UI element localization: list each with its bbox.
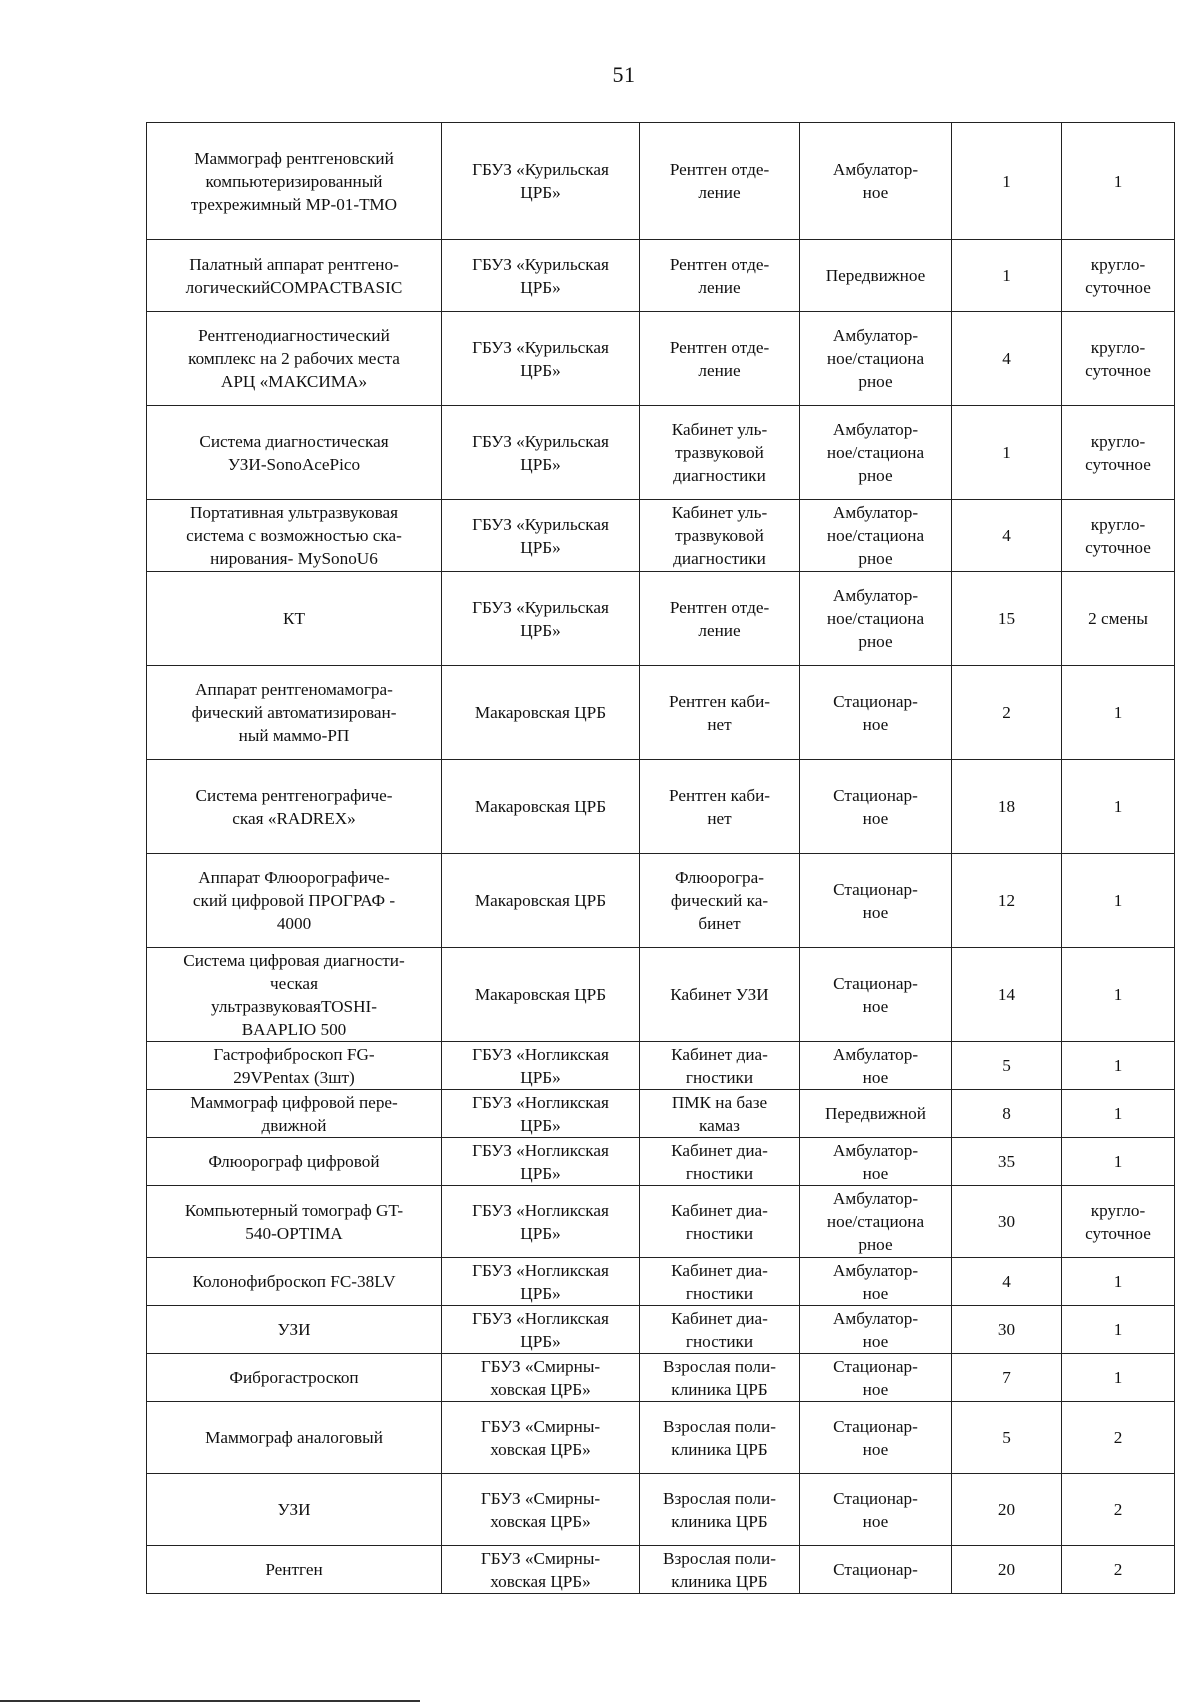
equipment-name-cell: Палатный аппарат рентгено- логическийCOMPACTBASIC	[147, 240, 442, 312]
equipment-name-cell: Маммограф цифровой пере- движной	[147, 1090, 442, 1138]
mode-cell: Амбулатор- ное	[800, 1042, 952, 1090]
count-cell: 5	[952, 1402, 1062, 1474]
mode-cell: Амбулатор- ное/стациона рное	[800, 572, 952, 666]
shifts-cell: 2 смены	[1062, 572, 1175, 666]
mode-cell: Передвижной	[800, 1090, 952, 1138]
organization-cell: ГБУЗ «Курильская ЦРБ»	[442, 500, 640, 572]
department-cell: Рентген каби- нет	[640, 666, 800, 760]
organization-cell: ГБУЗ «Ногликская ЦРБ»	[442, 1090, 640, 1138]
equipment-name-cell: Компьютерный томограф GT- 540-OPTIMA	[147, 1186, 442, 1258]
count-cell: 8	[952, 1090, 1062, 1138]
organization-cell: ГБУЗ «Смирны- ховская ЦРБ»	[442, 1546, 640, 1594]
mode-cell: Амбулатор- ное/стациона рное	[800, 406, 952, 500]
department-cell: Рентген каби- нет	[640, 760, 800, 854]
equipment-name-cell: Маммограф аналоговый	[147, 1402, 442, 1474]
equipment-name-cell: Система цифровая диагности- ческая ультразвуковаяTOSHI- BAAPLIO 500	[147, 948, 442, 1042]
equipment-name-cell: Маммограф рентгеновский компьютеризированный трехрежимный МР-01-ТМО	[147, 123, 442, 240]
shifts-cell: 1	[1062, 760, 1175, 854]
shifts-cell: 1	[1062, 1258, 1175, 1306]
count-cell: 20	[952, 1474, 1062, 1546]
shifts-cell: 1	[1062, 1138, 1175, 1186]
department-cell: Взрослая поли- клиника ЦРБ	[640, 1402, 800, 1474]
shifts-cell: кругло- суточное	[1062, 1186, 1175, 1258]
page-number: 51	[612, 62, 636, 87]
department-cell: Флюорогра- фический ка- бинет	[640, 854, 800, 948]
department-cell: Рентген отде- ление	[640, 240, 800, 312]
table-row	[147, 666, 1175, 760]
mode-cell: Стационар- ное	[800, 1474, 952, 1546]
shifts-cell: 1	[1062, 948, 1175, 1042]
department-cell: Рентген отде- ление	[640, 123, 800, 240]
mode-cell: Передвижное	[800, 240, 952, 312]
count-cell: 18	[952, 760, 1062, 854]
table-row	[147, 312, 1175, 406]
table-row	[147, 123, 1175, 240]
organization-cell: ГБУЗ «Курильская ЦРБ»	[442, 312, 640, 406]
organization-cell: ГБУЗ «Смирны- ховская ЦРБ»	[442, 1354, 640, 1402]
department-cell: Взрослая поли- клиника ЦРБ	[640, 1354, 800, 1402]
mode-cell: Стационар- ное	[800, 948, 952, 1042]
organization-cell: Макаровская ЦРБ	[442, 760, 640, 854]
equipment-name-cell: Флюорограф цифровой	[147, 1138, 442, 1186]
organization-cell: ГБУЗ «Смирны- ховская ЦРБ»	[442, 1402, 640, 1474]
department-cell: Кабинет диа- гностики	[640, 1138, 800, 1186]
organization-cell: Макаровская ЦРБ	[442, 854, 640, 948]
department-cell: Рентген отде- ление	[640, 572, 800, 666]
table-row	[147, 572, 1175, 666]
table-row	[147, 948, 1175, 1042]
shifts-cell: кругло- суточное	[1062, 406, 1175, 500]
equipment-name-cell: Портативная ультразвуковая система с возможностью ска- нирования- MySonoU6	[147, 500, 442, 572]
table-row	[147, 240, 1175, 312]
shifts-cell: 1	[1062, 666, 1175, 760]
shifts-cell: кругло- суточное	[1062, 312, 1175, 406]
table-row	[147, 1306, 1175, 1354]
department-cell: Рентген отде- ление	[640, 312, 800, 406]
mode-cell: Стационар- ное	[800, 666, 952, 760]
organization-cell: ГБУЗ «Курильская ЦРБ»	[442, 240, 640, 312]
table-row	[147, 1258, 1175, 1306]
department-cell: Кабинет диа- гностики	[640, 1042, 800, 1090]
department-cell: Кабинет уль- тразвуковой диагностики	[640, 406, 800, 500]
equipment-table-body	[147, 123, 1175, 1594]
mode-cell: Амбулатор- ное	[800, 1258, 952, 1306]
shifts-cell: кругло- суточное	[1062, 500, 1175, 572]
count-cell: 7	[952, 1354, 1062, 1402]
table-row	[147, 1546, 1175, 1594]
table-row	[147, 1090, 1175, 1138]
table-row	[147, 760, 1175, 854]
organization-cell: ГБУЗ «Ногликская ЦРБ»	[442, 1186, 640, 1258]
table-row	[147, 406, 1175, 500]
mode-cell: Амбулатор- ное/стациона рное	[800, 1186, 952, 1258]
count-cell: 4	[952, 312, 1062, 406]
organization-cell: Макаровская ЦРБ	[442, 666, 640, 760]
table-row	[147, 854, 1175, 948]
mode-cell: Стационар- ное	[800, 1402, 952, 1474]
count-cell: 2	[952, 666, 1062, 760]
organization-cell: ГБУЗ «Ногликская ЦРБ»	[442, 1042, 640, 1090]
equipment-name-cell: КТ	[147, 572, 442, 666]
shifts-cell: 1	[1062, 1090, 1175, 1138]
equipment-name-cell: Фиброгастроскоп	[147, 1354, 442, 1402]
shifts-cell: 2	[1062, 1546, 1175, 1594]
equipment-name-cell: УЗИ	[147, 1306, 442, 1354]
count-cell: 35	[952, 1138, 1062, 1186]
shifts-cell: 1	[1062, 854, 1175, 948]
department-cell: ПМК на базе камаз	[640, 1090, 800, 1138]
mode-cell: Стационар- ное	[800, 854, 952, 948]
equipment-name-cell: Рентген	[147, 1546, 442, 1594]
department-cell: Кабинет диа- гностики	[640, 1306, 800, 1354]
organization-cell: ГБУЗ «Ногликская ЦРБ»	[442, 1138, 640, 1186]
shifts-cell: 1	[1062, 123, 1175, 240]
department-cell: Кабинет УЗИ	[640, 948, 800, 1042]
count-cell: 1	[952, 406, 1062, 500]
table-row	[147, 1186, 1175, 1258]
department-cell: Взрослая поли- клиника ЦРБ	[640, 1546, 800, 1594]
shifts-cell: кругло- суточное	[1062, 240, 1175, 312]
shifts-cell: 2	[1062, 1402, 1175, 1474]
mode-cell: Стационар- ное	[800, 760, 952, 854]
organization-cell: ГБУЗ «Смирны- ховская ЦРБ»	[442, 1474, 640, 1546]
equipment-name-cell: Система диагностическая УЗИ-SonoAcePico	[147, 406, 442, 500]
department-cell: Кабинет диа- гностики	[640, 1258, 800, 1306]
count-cell: 4	[952, 1258, 1062, 1306]
mode-cell: Амбулатор- ное	[800, 1306, 952, 1354]
count-cell: 1	[952, 123, 1062, 240]
scan-edge-line	[0, 1700, 420, 1702]
count-cell: 30	[952, 1306, 1062, 1354]
table-row	[147, 500, 1175, 572]
mode-cell: Амбулатор- ное	[800, 1138, 952, 1186]
organization-cell: ГБУЗ «Курильская ЦРБ»	[442, 572, 640, 666]
mode-cell: Стационар- ное	[800, 1354, 952, 1402]
count-cell: 4	[952, 500, 1062, 572]
equipment-name-cell: Система рентгенографиче- ская «RADREX»	[147, 760, 442, 854]
organization-cell: ГБУЗ «Ногликская ЦРБ»	[442, 1306, 640, 1354]
shifts-cell: 1	[1062, 1306, 1175, 1354]
table-row	[147, 1474, 1175, 1546]
mode-cell: Амбулатор- ное/стациона рное	[800, 312, 952, 406]
equipment-name-cell: Аппарат Флюорографиче- ский цифровой ПРОГРАФ - 4000	[147, 854, 442, 948]
department-cell: Кабинет уль- тразвуковой диагностики	[640, 500, 800, 572]
organization-cell: ГБУЗ «Курильская ЦРБ»	[442, 406, 640, 500]
count-cell: 20	[952, 1546, 1062, 1594]
count-cell: 1	[952, 240, 1062, 312]
organization-cell: Макаровская ЦРБ	[442, 948, 640, 1042]
organization-cell: ГБУЗ «Ногликская ЦРБ»	[442, 1258, 640, 1306]
table-row	[147, 1138, 1175, 1186]
table-row	[147, 1042, 1175, 1090]
mode-cell: Амбулатор- ное/стациона рное	[800, 500, 952, 572]
equipment-name-cell: Рентгенодиагностический комплекс на 2 рабочих места АРЦ «МАКСИМА»	[147, 312, 442, 406]
table-row	[147, 1402, 1175, 1474]
organization-cell: ГБУЗ «Курильская ЦРБ»	[442, 123, 640, 240]
count-cell: 30	[952, 1186, 1062, 1258]
shifts-cell: 2	[1062, 1474, 1175, 1546]
count-cell: 14	[952, 948, 1062, 1042]
department-cell: Кабинет диа- гностики	[640, 1186, 800, 1258]
shifts-cell: 1	[1062, 1354, 1175, 1402]
mode-cell: Амбулатор- ное	[800, 123, 952, 240]
table-row	[147, 1354, 1175, 1402]
equipment-name-cell: Колонофиброскоп FC-38LV	[147, 1258, 442, 1306]
equipment-name-cell: Гастрофиброскоп FG- 29VPentax (3шт)	[147, 1042, 442, 1090]
equipment-name-cell: Аппарат рентгеномамогра- фический автоматизирован- ный маммо-РП	[147, 666, 442, 760]
equipment-table	[146, 122, 1175, 1594]
mode-cell: Стационар-	[800, 1546, 952, 1594]
count-cell: 12	[952, 854, 1062, 948]
department-cell: Взрослая поли- клиника ЦРБ	[640, 1474, 800, 1546]
shifts-cell: 1	[1062, 1042, 1175, 1090]
equipment-name-cell: УЗИ	[147, 1474, 442, 1546]
count-cell: 15	[952, 572, 1062, 666]
count-cell: 5	[952, 1042, 1062, 1090]
